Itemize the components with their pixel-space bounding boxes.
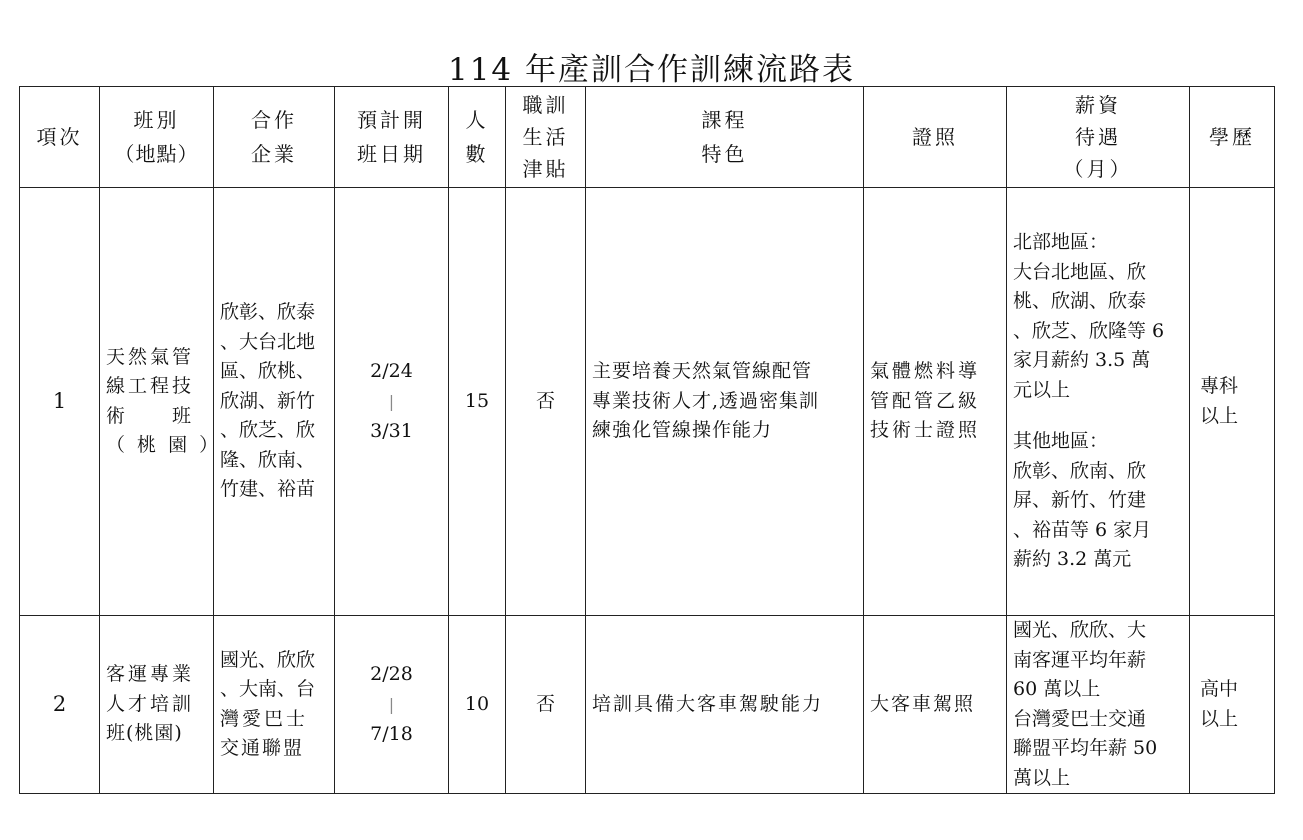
- row-company: 欣彰、欣泰 、大台北地 區、欣桃、 欣湖、新竹 、欣芝、欣 隆、欣南、 竹建、裕苗: [214, 188, 335, 616]
- row-education: 專科 以上: [1190, 188, 1275, 616]
- row-count: 10: [449, 616, 506, 794]
- row-date: 2/28 | 7/18: [335, 616, 449, 794]
- header-education: 學歷: [1190, 87, 1275, 188]
- row-item: 1: [20, 188, 100, 616]
- training-table: [19, 86, 1275, 794]
- row-company: 國光、欣欣 、大南、台 灣愛巴士 交通聯盟: [214, 616, 335, 794]
- header-item: 項次: [20, 87, 100, 188]
- row-education: 高中 以上: [1190, 616, 1275, 794]
- header-allowance: 職訓 生活 津貼: [506, 87, 586, 188]
- header-course: 課程 特色: [586, 87, 864, 188]
- header-salary: 薪資 待遇 （月）: [1007, 87, 1190, 188]
- header-date: 預計開 班日期: [335, 87, 449, 188]
- row-item: 2: [20, 616, 100, 794]
- header-license: 證照: [864, 87, 1007, 188]
- row-license: 大客車駕照: [864, 616, 1007, 794]
- row-course: 培訓具備大客車駕駛能力: [586, 616, 864, 794]
- row-salary: 國光、欣欣、大 南客運平均年薪 60 萬以上 台灣愛巴士交通 聯盟平均年薪 50 萬以上: [1007, 616, 1190, 794]
- page-title: 114 年產訓合作訓練流路表: [447, 52, 856, 88]
- row-allowance: 否: [506, 616, 586, 794]
- row-course: 主要培養天然氣管線配管 專業技術人才,透過密集訓 練強化管線操作能力: [586, 188, 864, 616]
- row-allowance: 否: [506, 188, 586, 616]
- header-count: 人 數: [449, 87, 506, 188]
- header-row: [20, 87, 1275, 188]
- row-salary: 北部地區： 大台北地區、欣 桃、欣湖、欣泰 、欣芝、欣隆等 6 家月薪約 3.5 萬 元以上 其他地區： 欣彰、欣南、欣 屏、新竹、竹建 、裕苗等 6 家月 薪約 3.2 萬元: [1007, 188, 1190, 616]
- row-license: 氣體燃料導 管配管乙級 技術士證照: [864, 188, 1007, 616]
- row-date: 2/24 | 3/31: [335, 188, 449, 616]
- table-row: [20, 188, 1275, 616]
- row-class: 天然氣管 線工程技 術 班 （ 桃 園 ）: [100, 188, 214, 616]
- row-count: 15: [449, 188, 506, 616]
- header-class: 班別 （地點）: [100, 87, 214, 188]
- table-row: [20, 616, 1275, 794]
- row-class: 客運專業 人才培訓 班(桃園): [100, 616, 214, 794]
- header-company: 合作 企業: [214, 87, 335, 188]
